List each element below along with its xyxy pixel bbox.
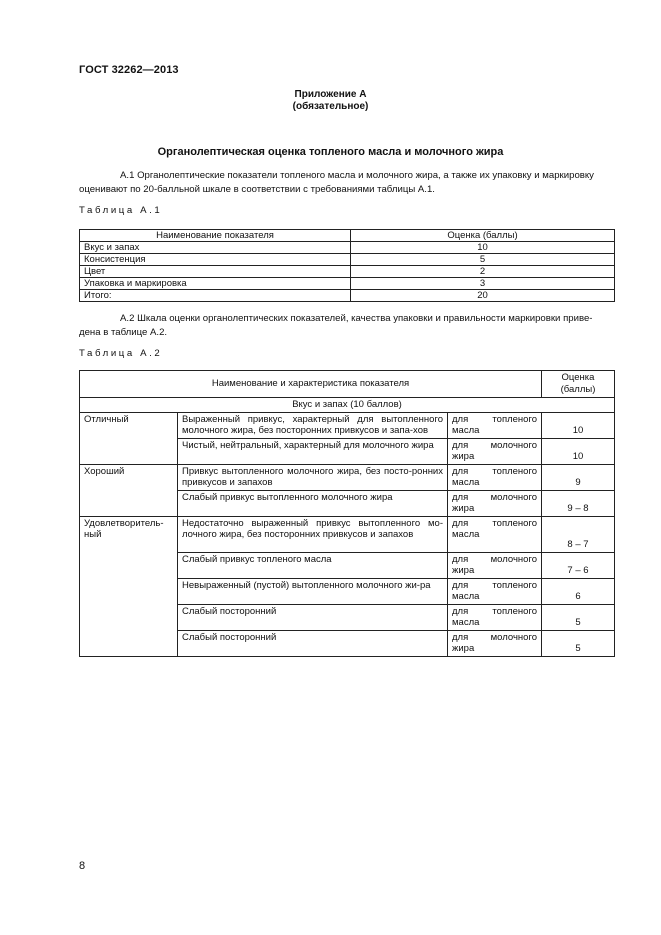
table-row (80, 412, 615, 438)
grade-cell: Отличный (80, 412, 178, 464)
score-cell: 10 (542, 412, 615, 438)
product-cell: для топленого масла (448, 578, 542, 604)
desc-cell: Слабый привкус топленого масла (178, 552, 448, 578)
grade-cell: Удовлетворитель-ный (80, 516, 178, 656)
score-cell: 7 – 6 (542, 552, 615, 578)
desc-cell: Выраженный привкус, характерный для вытопленного молочного жира, без посторонних привкусов и запа-хов (178, 412, 448, 438)
paragraph-a2-line1: А.2 Шкала оценки органолептических показателей, качества упаковки и правильности маркировки приве- (120, 313, 593, 324)
table-a1 (79, 229, 615, 302)
table-cell: 20 (351, 290, 615, 302)
table-row (80, 398, 615, 413)
table-cell: 10 (351, 242, 615, 254)
product-cell: для топленого масла (448, 604, 542, 630)
table-header-cell: Наименование и характеристика показателя (80, 371, 542, 398)
document-header: ГОСТ 32262—2013 (79, 64, 179, 76)
table-cell: Цвет (80, 266, 351, 278)
page-number: 8 (79, 860, 86, 872)
table-header-cell: Оценка (баллы) (351, 230, 615, 242)
score-cell: 10 (542, 438, 615, 464)
product-cell: для топленого масла (448, 516, 542, 552)
score-cell: 9 (542, 464, 615, 490)
score-cell: 8 – 7 (542, 516, 615, 552)
product-cell: для топленого масла (448, 464, 542, 490)
score-cell: 6 (542, 578, 615, 604)
score-cell: 9 – 8 (542, 490, 615, 516)
table-cell: Консистенция (80, 254, 351, 266)
table-cell: Вкус и запах (80, 242, 351, 254)
product-cell: для молочного жира (448, 438, 542, 464)
paragraph-a1 (79, 169, 615, 197)
table-a1-caption: Таблица А.1 (79, 205, 163, 216)
paragraph-a1-line1: А.1 Органолептические показатели топленого масла и молочного жира, а также их упаковку и маркировку (120, 170, 594, 181)
table-row (80, 230, 615, 242)
paragraph-a2-line2: дена в таблице А.2. (79, 327, 168, 338)
table-row (80, 266, 615, 278)
paragraph-a1-line2: оценивают по 20-балльной шкале в соответствии с требованиями таблицы А.1. (79, 184, 435, 195)
table-row (80, 278, 615, 290)
table-row (80, 290, 615, 302)
section-title: Органолептическая оценка топленого масла и молочного жира (157, 146, 504, 158)
appendix-status: (обязательное) (292, 101, 369, 112)
table-row (80, 464, 615, 490)
table-a2-caption: Таблица А.2 (79, 348, 163, 359)
table-section-row: Вкус и запах (10 баллов) (80, 398, 615, 413)
desc-cell: Привкус вытопленного молочного жира, без посто-ронних привкусов и запахов (178, 464, 448, 490)
table-cell: Упаковка и маркировка (80, 278, 351, 290)
table-row (80, 516, 615, 552)
score-cell: 5 (542, 630, 615, 656)
table-cell: 3 (351, 278, 615, 290)
desc-cell: Слабый посторонний (178, 630, 448, 656)
product-cell: для молочного жира (448, 552, 542, 578)
desc-cell: Невыраженный (пустой) вытопленного молочного жи-ра (178, 578, 448, 604)
product-cell: для топленого масла (448, 412, 542, 438)
table-cell: 5 (351, 254, 615, 266)
table-a2 (79, 370, 615, 657)
desc-cell: Слабый посторонний (178, 604, 448, 630)
product-cell: для молочного жира (448, 630, 542, 656)
paragraph-a2 (79, 312, 615, 340)
desc-cell: Недостаточно выраженный привкус вытопленного мо-лочного жира, без посторонних привкусов и запахов (178, 516, 448, 552)
appendix-title: Приложение А (294, 89, 367, 100)
desc-cell: Чистый, нейтральный, характерный для молочного жира (178, 438, 448, 464)
desc-cell: Слабый привкус вытопленного молочного жира (178, 490, 448, 516)
table-cell: Итого: (80, 290, 351, 302)
grade-cell: Хороший (80, 464, 178, 516)
table-header-cell: Наименование показателя (80, 230, 351, 242)
table-row (80, 371, 615, 398)
score-cell: 5 (542, 604, 615, 630)
table-row (80, 242, 615, 254)
table-header-cell: Оценка (баллы) (542, 371, 615, 398)
table-row (80, 254, 615, 266)
product-cell: для молочного жира (448, 490, 542, 516)
table-cell: 2 (351, 266, 615, 278)
